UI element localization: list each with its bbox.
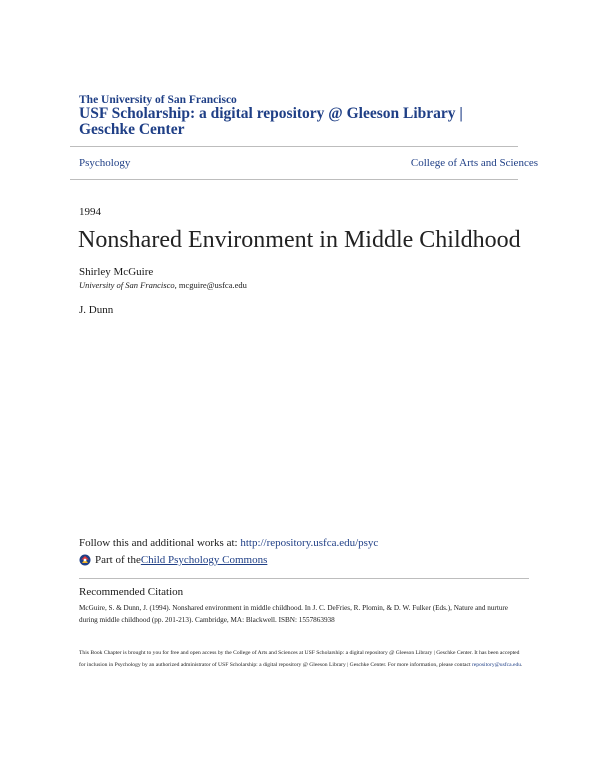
affiliation-institution: University of San Francisco bbox=[79, 280, 175, 290]
footer-notice bbox=[79, 647, 524, 672]
repository-url-link[interactable]: http://repository.usfca.edu/psyc bbox=[240, 537, 379, 549]
psychology-link[interactable]: Psychology bbox=[79, 157, 131, 169]
citation-text: McGuire, S. & Dunn, J. (1994). Nonshared environment in middle childhood. In J. C. DeFries, R. Plomin, & D. W. Fulker (Eds.), Nature and nurture during middle childhood (pp. 201-213). Cambridge, MA: Blackwell. ISBN: 1557863938 bbox=[79, 604, 508, 624]
college-link[interactable]: College of Arts and Sciences bbox=[410, 157, 538, 169]
author-email[interactable]: , mcguire@usfca.edu bbox=[174, 280, 247, 290]
bepress-commons-icon bbox=[79, 554, 91, 566]
part-of-line bbox=[79, 554, 267, 566]
follow-label: Follow this and additional works at: bbox=[79, 537, 241, 549]
paper-title: Nonshared Environment in Middle Childhood bbox=[78, 227, 521, 253]
author-name: Shirley McGuire bbox=[79, 266, 154, 278]
author-affiliation bbox=[79, 280, 247, 290]
child-psychology-commons-link[interactable]: Child Psychology Commons bbox=[140, 554, 268, 566]
nav-divider bbox=[70, 179, 518, 180]
repository-title[interactable]: USF Scholarship: a digital repository @ Gleeson Library | Geschke Center bbox=[79, 105, 463, 138]
institution-name: The University of San Francisco bbox=[79, 94, 237, 106]
publication-year: 1994 bbox=[79, 206, 101, 218]
citation-heading: Recommended Citation bbox=[79, 586, 184, 598]
footer-end: . bbox=[521, 662, 523, 669]
footer-text: This Book Chapter is brought to you for free and open access by the College of Arts and Sciences at USF Scholarship: a digital repository @ Gleeson Library | Geschke Center. It has been accepted for inclusion in Psychology by an authorized administrator of USF Scholarship: a digital repository @ Gleeson Library | Geschke Center. For more information, please contact bbox=[79, 650, 520, 669]
author-name: J. Dunn bbox=[79, 304, 114, 316]
contact-email-link[interactable]: repository@usfca.edu bbox=[471, 662, 522, 669]
header-divider bbox=[70, 146, 518, 147]
follow-line bbox=[79, 537, 378, 549]
part-of-label: Part of the bbox=[95, 554, 141, 566]
citation-divider bbox=[79, 578, 529, 579]
